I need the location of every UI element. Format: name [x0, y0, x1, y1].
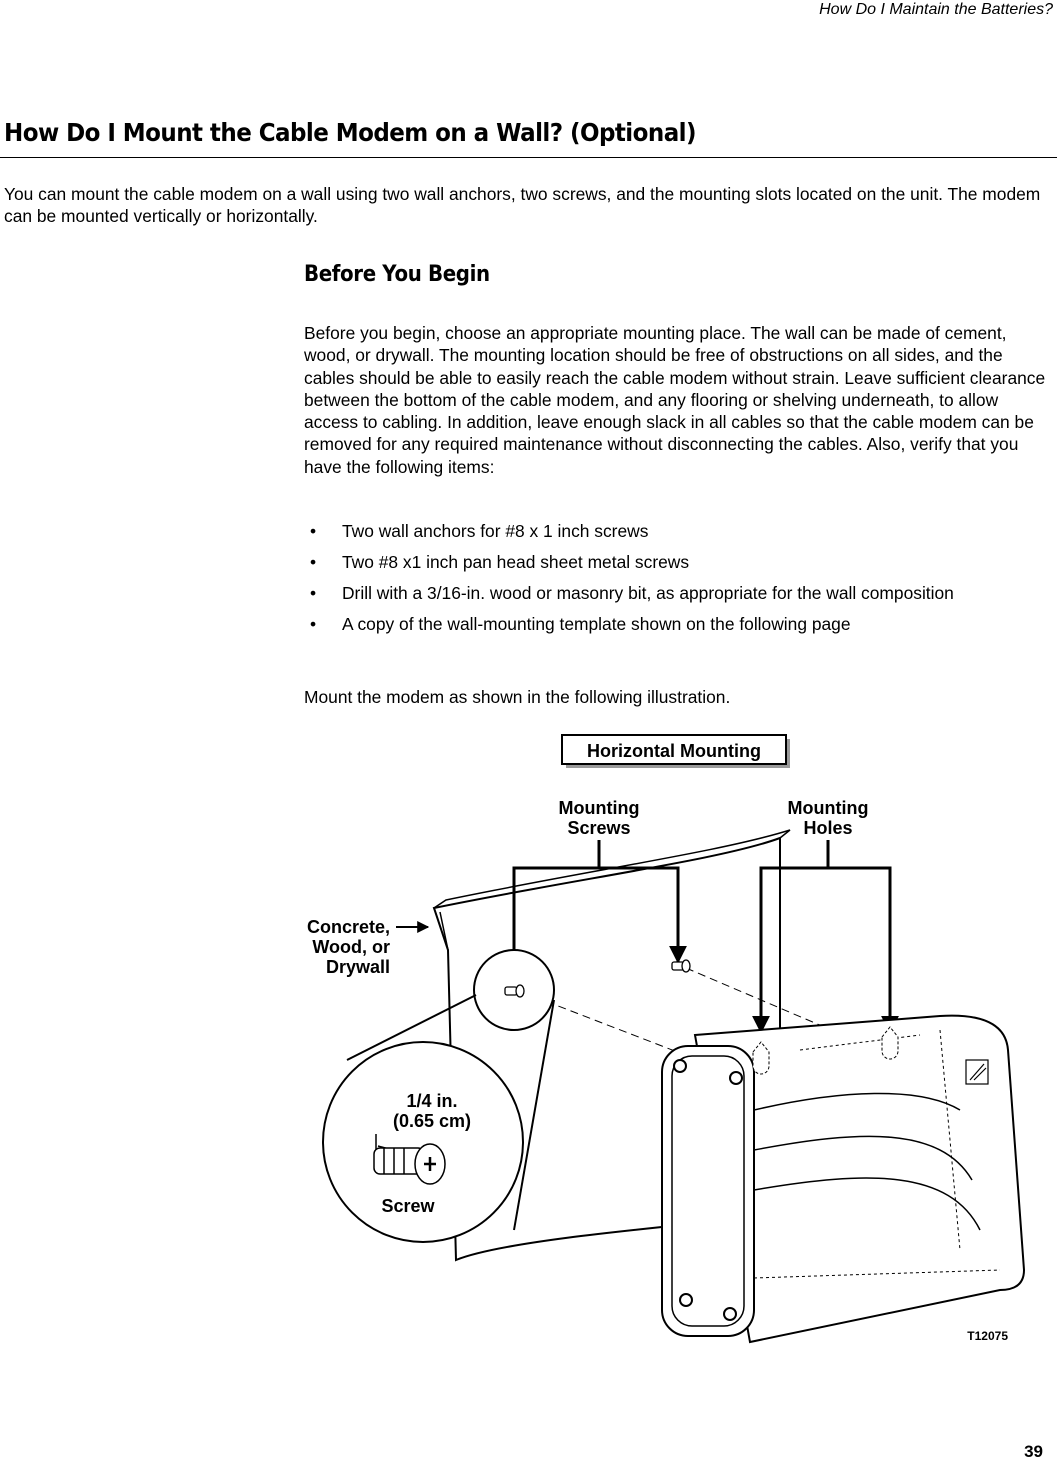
bullet-icon: •	[310, 521, 317, 541]
subheading-before-you-begin: Before You Begin	[304, 262, 490, 287]
bullet-icon: •	[310, 552, 317, 572]
wall-mounting-illustration	[300, 730, 1030, 1345]
wall-type-label: Drywall	[325, 957, 390, 977]
wall-type-label: Concrete,	[306, 917, 390, 937]
screw-dimension-label: 1/4 in.	[406, 1091, 458, 1111]
figure-id: T12075	[967, 1329, 1008, 1343]
mounting-screws-label: Mounting	[558, 798, 640, 818]
title-divider	[0, 157, 1057, 158]
mounting-screw-icon	[672, 960, 690, 972]
list-item: • A copy of the wall-mounting template shown on the following page	[310, 614, 851, 634]
before-you-begin-paragraph: Before you begin, choose an appropriate mounting place. The wall can be made of cement, wood, or drywall. The mounting location should be free of obstructions on all sides, and the cables should be able to easily reach the cable modem without strain. Leave sufficient clearance between the bottom of the cable modem, and any flooring or shelving underneath, to allow access to cabling. In addition, leave enough slack in all cables so that the cable modem can be removed for any required maintenance without disconnecting the cables. Also, verify that you have the following items:	[304, 323, 1046, 477]
wall-type-label: Wood, or	[312, 937, 390, 957]
mounting-screws-label: Screws	[567, 818, 631, 838]
mounting-screw-icon	[505, 985, 524, 997]
mounting-holes-label: Mounting	[787, 798, 869, 818]
bullet-icon: •	[310, 614, 317, 634]
screw-dimension-label: (0.65 cm)	[392, 1111, 472, 1131]
required-items-list	[304, 520, 1056, 644]
list-item: • Drill with a 3/16-in. wood or masonry bit, as appropriate for the wall composition	[310, 583, 954, 603]
mounting-holes-label: Holes	[803, 818, 853, 838]
mounting-instruction: Mount the modem as shown in the following illustration.	[304, 687, 731, 707]
cable-modem	[662, 1016, 1024, 1342]
list-item: • Two #8 x1 inch pan head sheet metal screws	[310, 552, 690, 572]
intro-paragraph: You can mount the cable modem on a wall using two wall anchors, two screws, and the mounting slots located on the unit. The modem can be mounted vertically or horizontally.	[4, 184, 1041, 226]
screw-label: Screw	[381, 1196, 435, 1216]
running-header: How Do I Maintain the Batteries?	[819, 1, 1053, 18]
page-number: 39	[1024, 1442, 1043, 1461]
banner-title: Horizontal Mounting	[587, 741, 761, 761]
list-item: • Two wall anchors for #8 x 1 inch screws	[310, 521, 649, 541]
section-title: How Do I Mount the Cable Modem on a Wall? (Optional)	[4, 118, 696, 147]
bullet-icon: •	[310, 583, 317, 603]
banner	[562, 735, 790, 768]
